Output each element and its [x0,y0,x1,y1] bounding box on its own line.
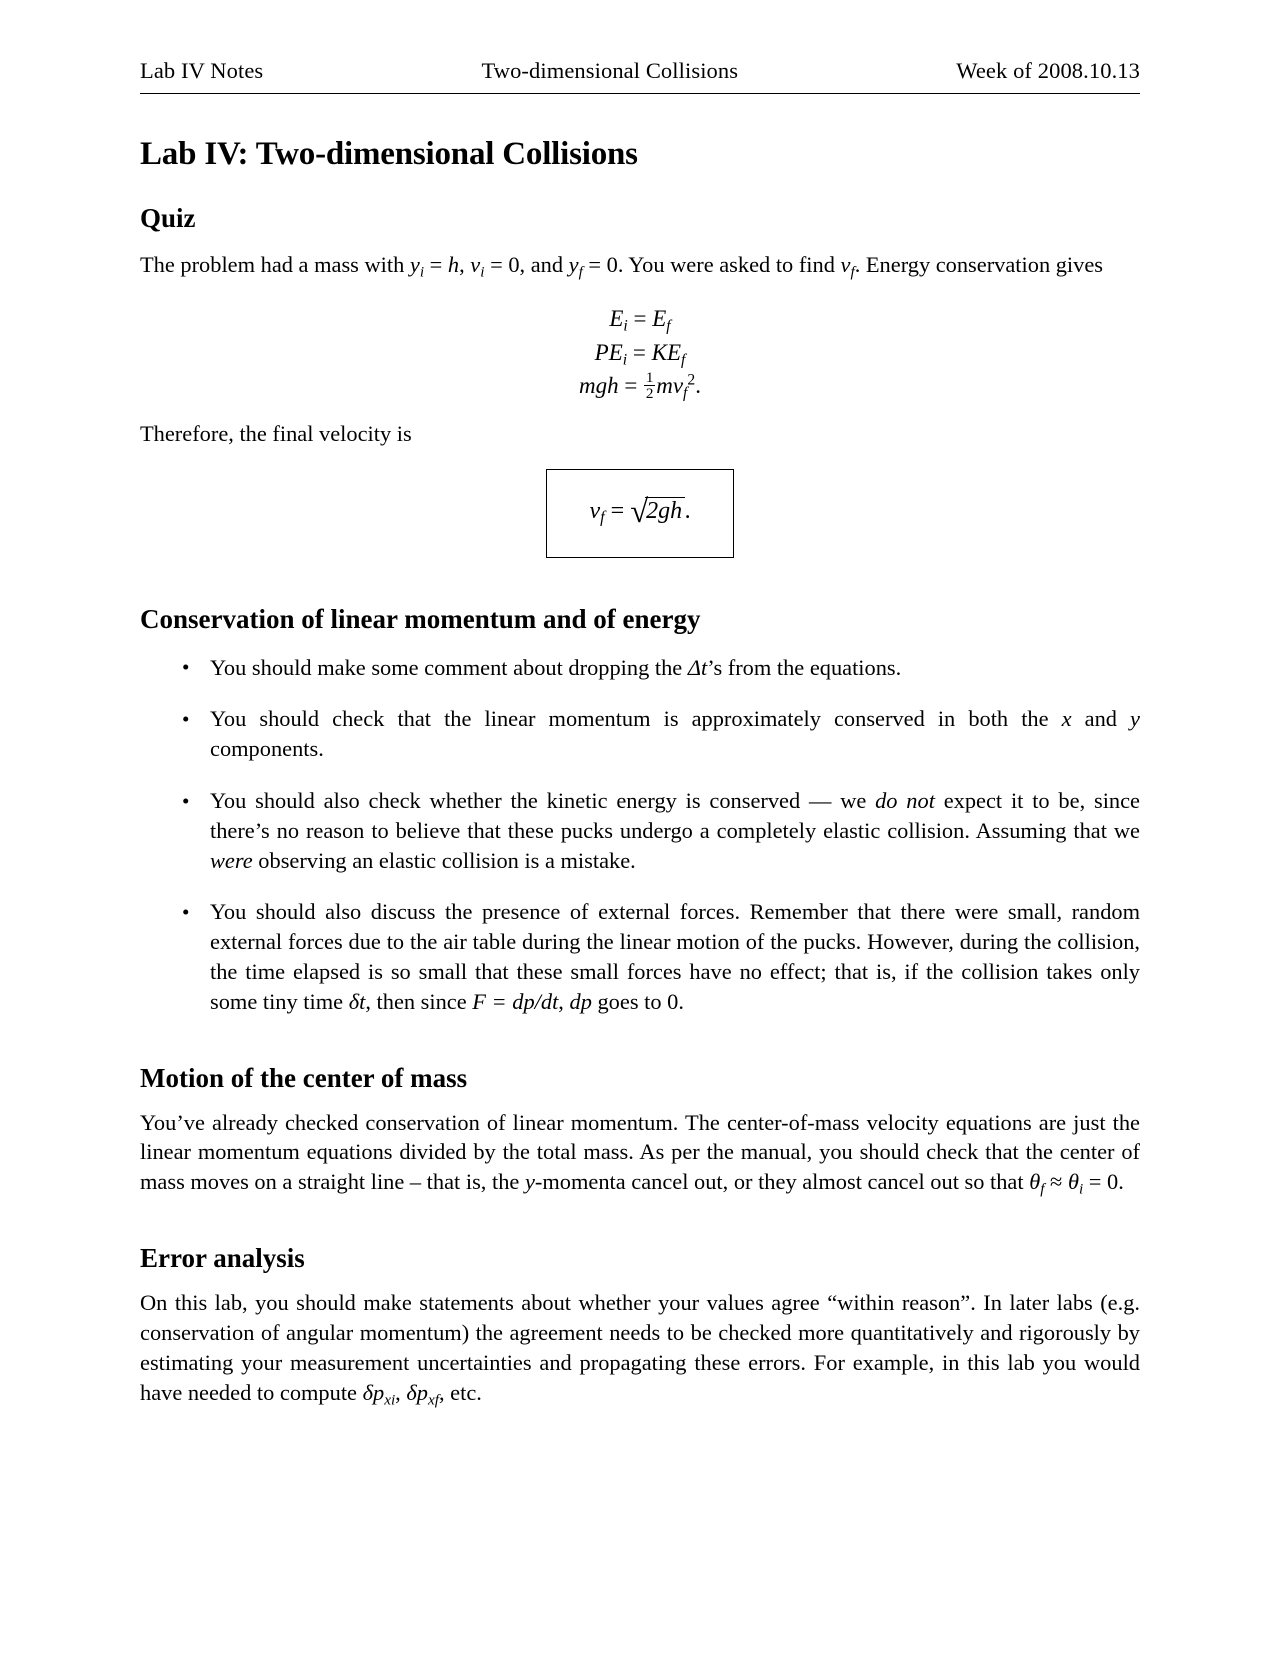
bullet-4-text-a: You should also discuss the presence of external forces. Remember that there were small, random external forces due to the air table during the linear motion of the pucks. However, during the collision, the time elapsed is so small that these small forces have no effect; that is, if the collision takes only some tiny time [210,899,1140,1014]
bullet-dot-icon: • [182,707,190,732]
error-math-dp-xi: $\delta p_{xi}$ [362,1379,396,1408]
bullet-3-text-b: expect it to be, since there’s no reason to believe that these pucks undergo a completely elastic collision. Assuming that we [210,788,1140,843]
error-analysis-paragraph [140,1288,1140,1407]
equation-line-2: $PE_i = KE_f$ [594,339,686,368]
error-text-b: , etc. [438,1379,482,1405]
section-heading-error-analysis: Error analysis [140,1243,305,1274]
equation-line-3: mgh = $\frac{1}{2}$ $mv_f^2$. [579,368,701,403]
math-y-i: $y_i$ [409,252,425,281]
bullet-4-text-b: , then since [365,988,473,1014]
math-h: h [447,252,460,277]
com-math-approx: ≈ [1050,1169,1063,1195]
header-right-label: Week of 2008.10.13 [956,58,1140,83]
bullet-3-emphasis-were: were [210,847,253,873]
quiz-intro-text-e: . Energy conservation gives [854,252,1103,277]
error-text-a: On this lab, you should make statements about whether your values agree “within reason”. In later labs (e.g. conservation of angular momentum) the agreement needs to be checked more quantitatively and rigorously by estimating your measurement uncertainties and propagating these errors. For example, in this lab you would have needed to compute [140,1290,1140,1405]
bullet-4-math-dp: dp [569,988,592,1014]
bullet-3-text-c: observing an elastic collision is a mistake. [252,847,636,873]
bullet-1-text-b: ’s from the equations. [707,654,902,680]
quiz-intro-text-a: The problem had a mass with [140,252,410,277]
boxed-result-wrapper [140,469,1140,558]
section-heading-quiz: Quiz [140,202,196,233]
math-y-f: $y_f$ [568,252,583,281]
conservation-bullet-list [140,653,1140,1017]
quiz-intro-text-c: , and [519,252,569,277]
bullet-3-text-a: You should also check whether the kinetic energy is conserved — we [210,788,876,814]
error-math-dp-xf: $\delta p_{xf}$ [406,1379,439,1408]
bullet-4-text-c: , [558,988,570,1014]
bullet-1-text-a: You should make some comment about dropping the [210,654,688,680]
header-left-label: Lab IV Notes [140,58,264,83]
bullet-dot-icon: • [182,788,190,813]
math-v-f: $v_f$ [840,252,855,281]
bullet-2-math-x: x [1061,706,1072,732]
page-title: Lab IV: Two-dimensional Collisions [140,136,638,172]
running-header [140,58,1140,94]
bullet-3-emphasis-do-not: do not [875,788,935,814]
bullet-4-math-force-eq: F = dp/dt [472,988,559,1014]
center-of-mass-paragraph [140,1108,1140,1197]
math-zero-1: 0 [508,252,520,277]
bullet-2-text-b: and [1071,706,1131,732]
com-text-c: . [1118,1169,1124,1195]
header-center-label: Two-dimensional Collisions [481,58,739,83]
list-item [180,653,1140,683]
bullet-dot-icon: • [182,900,190,925]
energy-conservation-equations [140,302,1140,403]
quiz-intro-text-d: . You were asked to find [617,252,841,277]
fraction-one-half: $\frac{1}{2}$ [645,368,654,403]
quiz-intro-paragraph: The problem had a mass with $y_i = h$, $v_i = 0$, and $y_f = 0$. You were asked to find $v_f$. Energy conservation gives [140,252,1103,281]
bullet-1-math-delta-t: Δt [687,654,708,680]
bullet-2-text-c: components. [210,736,324,762]
therefore-paragraph: Therefore, the final velocity is [140,421,412,447]
list-item [180,897,1140,1016]
com-math-theta-f: $\theta_f$ [1029,1169,1045,1198]
com-text-a: You’ve already checked conservation of linear momentum. The center-of-mass velocity equations are just the linear momentum equations divided by the total mass. As per the manual, you should check that the center of mass moves on a straight line – that is, the [140,1109,1140,1195]
list-item [180,704,1140,764]
math-v-i: $v_i$ [470,252,485,281]
quiz-intro-text-b: , [459,252,471,277]
bullet-dot-icon: • [182,655,190,680]
boxed-final-velocity-equation: $v_f = √2gh$. [546,469,733,558]
bullet-4-math-delta-t: δt [348,988,366,1014]
error-text-comma: , [395,1379,407,1405]
section-heading-conservation: Conservation of linear momentum and of energy [140,603,701,634]
bullet-4-text-d: goes to 0. [591,988,684,1014]
com-math-theta-i: $\theta_i$ [1067,1169,1084,1198]
bullet-2-text-a: You should check that the linear momentum is approximately conserved in both the [210,706,1062,732]
com-math-eq-zero: = 0 [1088,1169,1119,1195]
list-item [180,786,1140,875]
com-math-y: y [524,1169,535,1195]
equation-line-1: $E_i = E_f$ [609,305,671,335]
math-zero-2: 0 [606,252,618,277]
bullet-2-math-y: y [1130,706,1140,732]
com-text-b: -momenta cancel out, or they almost cancel out so that [534,1169,1030,1195]
square-root-icon: √2gh [630,496,684,529]
section-heading-center-of-mass: Motion of the center of mass [140,1062,468,1093]
